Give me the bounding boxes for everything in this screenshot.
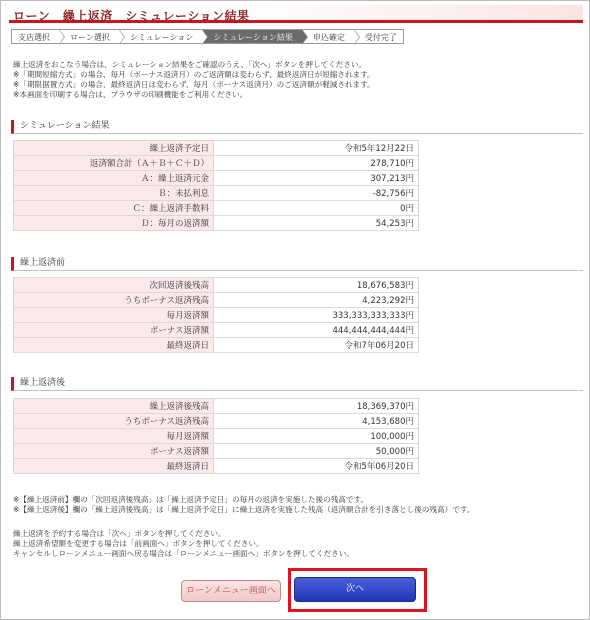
result-table xyxy=(13,140,419,231)
table-row xyxy=(14,201,419,216)
footnote-line: ※【繰上返済後】欄の「繰上返済後残高」は「繰上返済予定日」に繰上返済を実施した残高（返済額合計を引き落とし後の残高）です。 xyxy=(13,505,475,514)
instructions xyxy=(13,529,583,559)
table-row xyxy=(14,156,419,171)
section-heading-after: 繰上返済後 xyxy=(11,377,583,391)
row-value: 444,444,444,444円 xyxy=(214,323,419,338)
row-value: 令和5年06月20日 xyxy=(214,459,419,474)
note-line: 繰上返済をおこなう場合は、シミュレーション結果をご確認のうえ、「次へ」ボタンを押してください。 xyxy=(13,60,367,69)
page-title-bar xyxy=(9,5,583,23)
table-row xyxy=(14,308,419,323)
row-value: 54,253円 xyxy=(214,216,419,231)
row-value: 18,676,583円 xyxy=(214,278,419,293)
row-value: 333,333,333,333円 xyxy=(214,308,419,323)
section-heading-before: 繰上返済前 xyxy=(11,257,583,271)
note-line: ※「期限据置方式」の場合、最終返済日は変わらず、毎月（ボーナス返済月）のご返済額が軽減されます。 xyxy=(13,80,375,89)
table-row xyxy=(14,459,419,474)
instruction-line: 繰上返済を予約する場合は「次へ」ボタンを押してください。 xyxy=(13,529,226,538)
row-label: うちボーナス返済残高 xyxy=(14,293,214,308)
row-label: 最終返済日 xyxy=(14,338,214,353)
step-simulation-result: シミュレーション結果 xyxy=(202,29,302,44)
row-label: Ｄ：毎月の返済額 xyxy=(14,216,214,231)
table-row xyxy=(14,186,419,201)
next-button[interactable]: 次へ xyxy=(294,577,416,602)
step-application-confirm: 申込確定 xyxy=(302,29,354,44)
table-row xyxy=(14,338,419,353)
loan-menu-button[interactable]: ローンメニュー画面へ xyxy=(181,580,281,602)
table-row xyxy=(14,399,419,414)
row-label: 次回返済後残高 xyxy=(14,278,214,293)
table-row xyxy=(14,323,419,338)
note-line: ※「期間短縮方式」の場合、毎月（ボーナス返済月）のご返済額は変わらず、最終返済日が短縮されます。 xyxy=(13,70,375,79)
table-row xyxy=(14,414,419,429)
step-complete: 受付完了 xyxy=(354,29,404,44)
step-simulation: シミュレーション xyxy=(119,29,203,44)
step-loan-select: ローン選択 xyxy=(59,29,119,44)
row-label: 繰上返済後残高 xyxy=(14,399,214,414)
row-label: 最終返済日 xyxy=(14,459,214,474)
row-label: 毎月返済額 xyxy=(14,429,214,444)
row-value: 50,000円 xyxy=(214,444,419,459)
row-value: 18,369,370円 xyxy=(214,399,419,414)
table-row xyxy=(14,429,419,444)
row-label: Ｂ：未払利息 xyxy=(14,186,214,201)
page-title: ローン 繰上返済 シミュレーション結果 xyxy=(13,9,250,23)
row-value: 278,710円 xyxy=(214,156,419,171)
before-table xyxy=(13,277,419,353)
row-value: 令和5年12月22日 xyxy=(214,141,419,156)
table-row xyxy=(14,141,419,156)
row-value: 4,223,292円 xyxy=(214,293,419,308)
instruction-line: 繰上返済希望額を変更する場合は「前画面へ」ボタンを押してください。 xyxy=(13,539,264,548)
row-label: ボーナス返済額 xyxy=(14,323,214,338)
table-row xyxy=(14,171,419,186)
footnote-line: ※【繰上返済前】欄の「次回返済後残高」は「繰上返済予定日」の毎月の返済を実施した後の残高です。 xyxy=(13,495,369,504)
section-heading-result: シミュレーション結果 xyxy=(11,120,583,134)
table-row xyxy=(14,278,419,293)
row-value: 100,000円 xyxy=(214,429,419,444)
step-branch-select: 支店選択 xyxy=(11,29,59,44)
note-line: ※本画面を印刷する場合は、ブラウザの印刷機能をご利用ください。 xyxy=(13,90,248,99)
row-value: 307,213円 xyxy=(214,171,419,186)
row-label: 返済額合計（Ａ＋Ｂ＋Ｃ＋Ｄ） xyxy=(14,156,214,171)
row-label: Ｃ：繰上返済手数料 xyxy=(14,201,214,216)
row-value: 4,153,680円 xyxy=(214,414,419,429)
row-value: 0円 xyxy=(214,201,419,216)
table-row xyxy=(14,293,419,308)
row-label: ボーナス返済額 xyxy=(14,444,214,459)
row-label: Ａ：繰上返済元金 xyxy=(14,171,214,186)
table-row xyxy=(14,216,419,231)
after-table xyxy=(13,398,419,474)
footnotes xyxy=(13,495,583,515)
row-label: 繰上返済予定日 xyxy=(14,141,214,156)
instruction-line: キャンセルしローンメニュー画面へ戻る場合は「ローンメニュー画面へ」ボタンを押してください。 xyxy=(13,549,354,558)
intro-notes xyxy=(13,60,583,100)
row-label: うちボーナス返済残高 xyxy=(14,414,214,429)
table-row xyxy=(14,444,419,459)
row-label: 毎月返済額 xyxy=(14,308,214,323)
row-value: 令和7年06月20日 xyxy=(214,338,419,353)
row-value: -82,756円 xyxy=(214,186,419,201)
progress-steps xyxy=(11,29,404,44)
